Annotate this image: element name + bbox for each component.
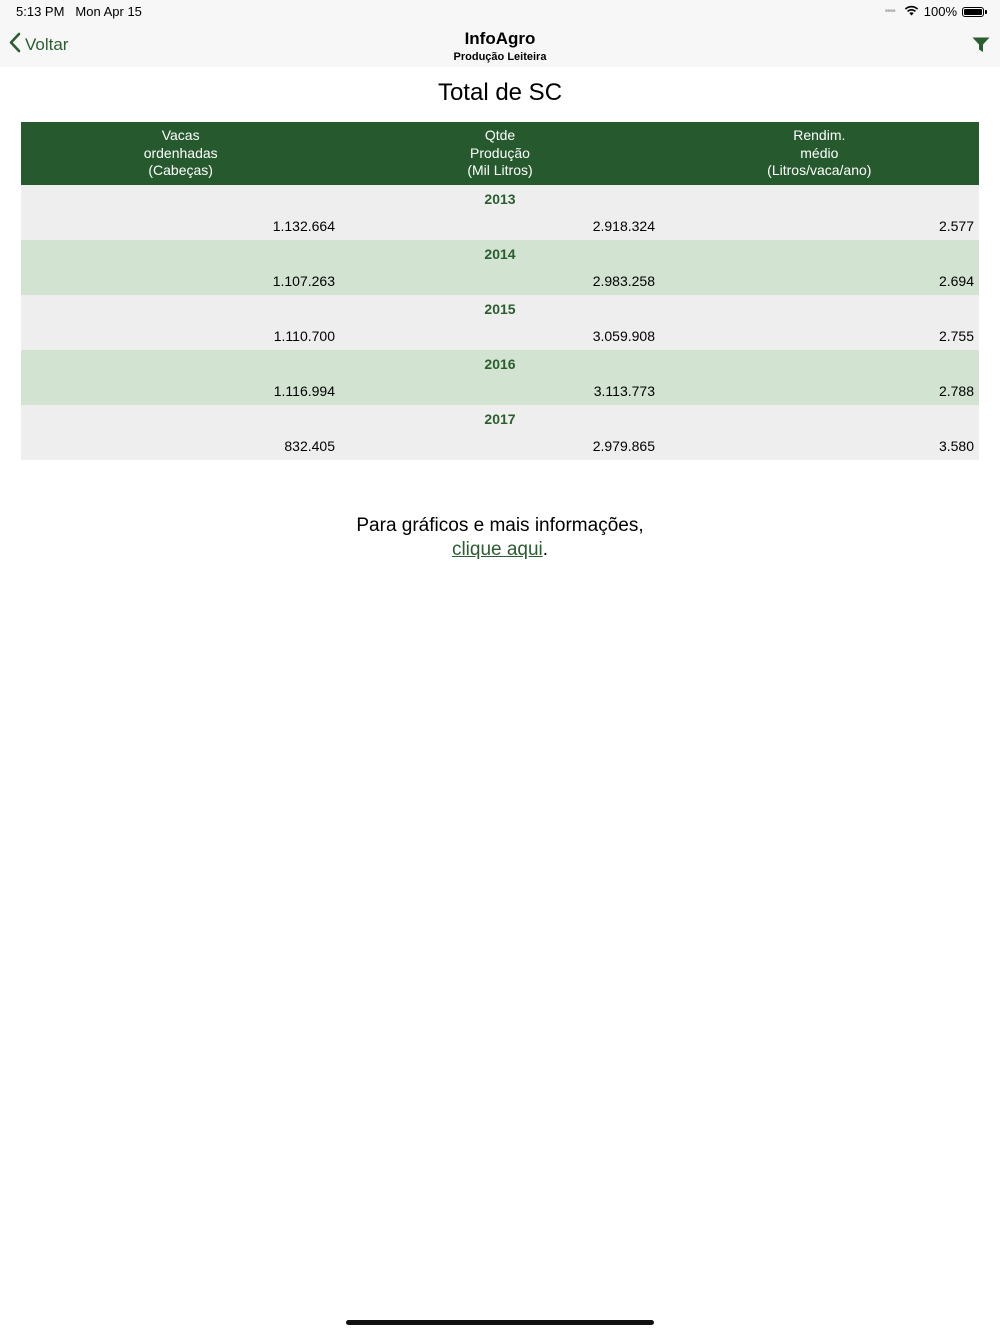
- table-row: [21, 240, 979, 295]
- table-row: [21, 405, 979, 460]
- cell-producao: 2.983.258: [592, 273, 655, 289]
- home-indicator[interactable]: [346, 1320, 654, 1325]
- navigation-bar: [0, 24, 1000, 67]
- row-year: 2014: [484, 246, 516, 262]
- cell-vacas: 1.107.263: [272, 273, 335, 289]
- production-table: [21, 122, 979, 460]
- cell-rendimento: 2.755: [938, 328, 974, 344]
- table-header: [21, 122, 979, 185]
- more-info-label: Para gráficos e mais informações,: [356, 515, 644, 536]
- cell-rendimento: 2.788: [938, 383, 974, 399]
- more-info-link-suffix: .: [542, 539, 549, 560]
- filter-button[interactable]: [972, 37, 990, 58]
- filter-icon: [972, 40, 990, 57]
- status-date: Mon Apr 15: [75, 4, 142, 19]
- wifi-icon: [904, 4, 919, 19]
- cell-vacas: 1.116.994: [273, 383, 335, 399]
- table-row: [21, 185, 979, 240]
- header-qtde-producao: Qtde Produção (Mil Litros): [467, 127, 533, 178]
- header-vacas-ordenhadas: Vacas ordenhadas (Cabeças): [143, 127, 218, 178]
- table-row: [21, 295, 979, 350]
- more-info-link[interactable]: clique aqui: [451, 539, 543, 560]
- header-rendimento-medio: Rendim. médio (Litros/vaca/ano): [767, 127, 872, 178]
- cell-vacas: 1.110.700: [273, 328, 335, 344]
- page-title: Total de SC: [437, 79, 563, 106]
- app-title: InfoAgro: [464, 29, 536, 48]
- cell-rendimento: 2.577: [938, 218, 974, 234]
- cell-rendimento: 2.694: [938, 273, 974, 289]
- status-bar: [0, 0, 1000, 24]
- table-row: [21, 350, 979, 405]
- cell-producao: 2.918.324: [592, 218, 655, 234]
- nav-title: [0, 29, 1000, 63]
- signal-icon: ••••: [884, 6, 895, 17]
- row-year: 2016: [484, 356, 516, 372]
- more-info-text: [0, 514, 1000, 562]
- app-subtitle: Produção Leiteira: [453, 51, 547, 63]
- row-year: 2013: [484, 191, 516, 207]
- cell-vacas: 832.405: [284, 438, 335, 454]
- battery-icon: [962, 7, 984, 17]
- cell-producao: 3.059.908: [592, 328, 655, 344]
- cell-vacas: 1.132.664: [272, 218, 335, 234]
- cell-producao: 2.979.865: [592, 438, 655, 454]
- cell-producao: 3.113.773: [593, 383, 655, 399]
- row-year: 2017: [484, 411, 516, 427]
- row-year: 2015: [484, 301, 516, 317]
- back-button-label: Voltar: [25, 35, 69, 54]
- battery-percent: 100%: [923, 4, 957, 19]
- status-time: 5:13 PM: [16, 4, 65, 19]
- cell-rendimento: 3.580: [938, 438, 974, 454]
